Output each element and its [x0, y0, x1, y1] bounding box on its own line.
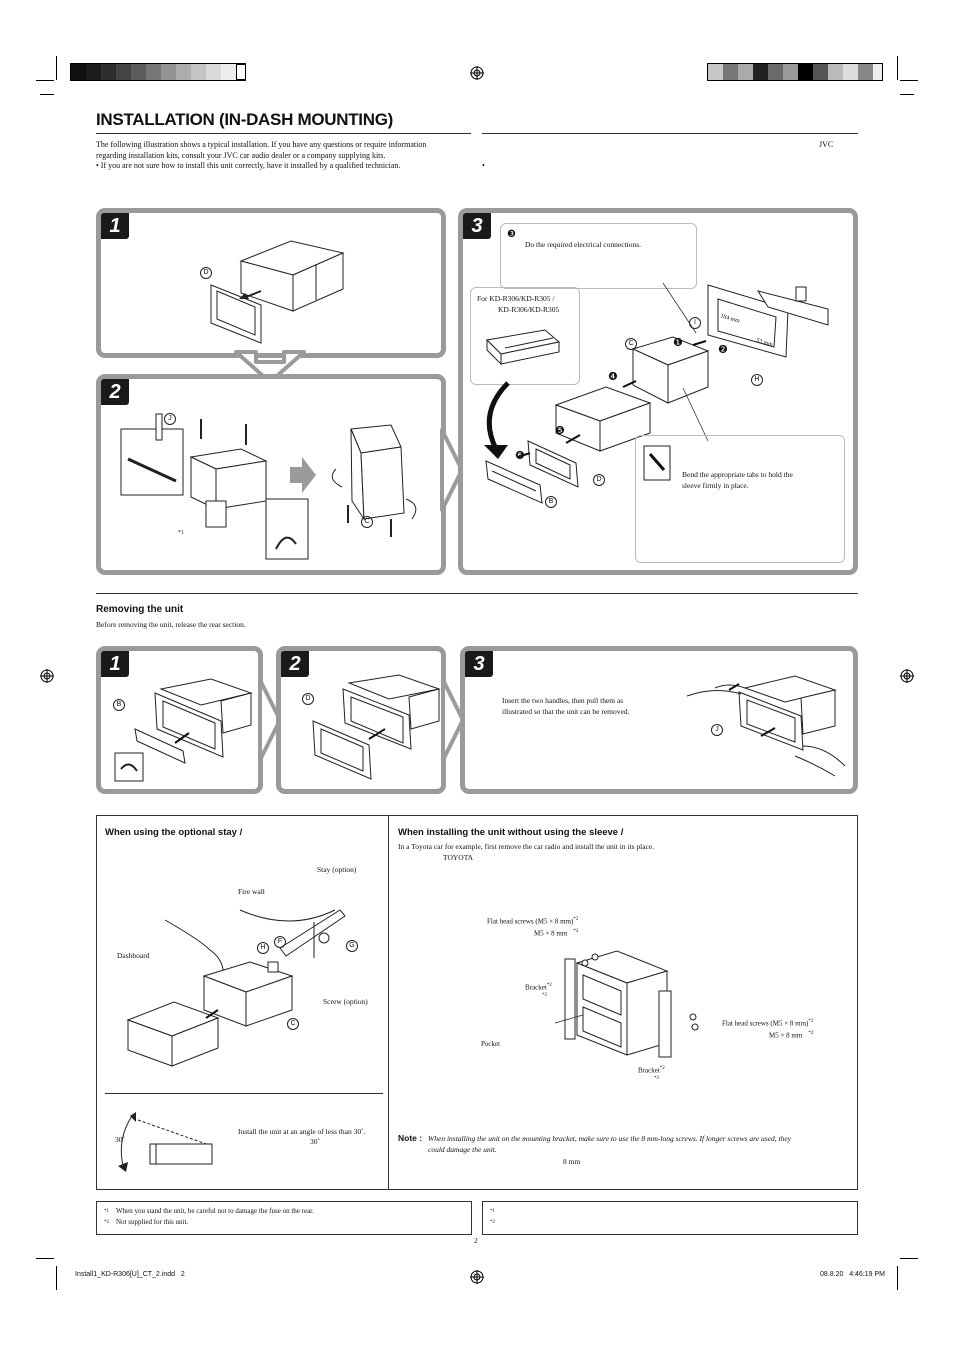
m5-right-label: M5 × 8 mm $^{*2}$ [769, 1031, 814, 1040]
m5-top-label: M5 × 8 mm $^{*2}$ [534, 929, 579, 938]
unit-sleeve-illustration [201, 233, 441, 343]
title-rule-left [96, 133, 471, 134]
label-b-circle: B [545, 496, 557, 508]
registration-target-bottom [470, 1270, 484, 1284]
bottom-section-divider [388, 815, 389, 1190]
step-number: 2 [101, 379, 129, 405]
marker-6: ❻ [515, 450, 525, 462]
label-f-circle: F [274, 936, 286, 948]
optional-stay-rule [105, 1093, 383, 1094]
section-rule [96, 593, 858, 594]
label-d-circle: D [302, 693, 314, 705]
bracket-left-label: Bracket$^{*2}$ [525, 983, 552, 992]
intro-line-2: regarding installation kits, consult your JVC car audio dealer or a company supplying kits. [96, 150, 386, 160]
flat-screws-top-label: Flat head screws (M5 × 8 mm)$^{*2}$ [487, 917, 579, 926]
label-j-circle: J [711, 724, 723, 736]
handles-pull-illustration [685, 666, 860, 781]
right-bullet: • [482, 161, 485, 170]
angle-sub: 30˚ [310, 1137, 320, 1146]
label-d-circle: D [200, 267, 212, 279]
label-g-circle: G [346, 940, 358, 952]
bracket-bottom-mark: *2 [659, 1066, 665, 1071]
callout-text: Do the required electrical connections. [525, 240, 641, 249]
fire-wall-label: Fire wall [238, 887, 265, 896]
remove-faceplate-illustration [299, 671, 449, 786]
flat-screws-right-label: Flat head screws (M5 × 8 mm)$^{*2}$ [722, 1019, 814, 1028]
angle-mark: 30˚ [115, 1135, 125, 1144]
step-number: 1 [101, 213, 129, 239]
tab-detail-illustration [642, 444, 674, 484]
flat-screws-top-mark: *2 [573, 917, 579, 922]
stay-option-label: Stay (option) [317, 865, 357, 874]
tabs-line-2: sleeve firmly in place. [682, 481, 749, 490]
tab-bending-illustration [116, 409, 426, 569]
model-line-2: KD-R306/KD-R305 [498, 305, 560, 314]
without-sleeve-heading: When installing the unit without using the sleeve / [398, 827, 624, 838]
bracket-bottom-label: Bracket$^{*2}$ [638, 1066, 665, 1075]
without-sleeve-line-1: In a Toyota car for example, first remove the car radio and install the unit in its place. [398, 842, 655, 851]
callout-number: ❸ [507, 229, 516, 240]
label-b-circle: B [113, 699, 125, 711]
footnote-1-mark: *1 [104, 1209, 109, 1214]
label-c-circle: C [287, 1018, 299, 1030]
footnote-box-right [482, 1201, 858, 1235]
registration-target-right [900, 669, 914, 683]
file-name: Install1_KD-R306[U]_CT_2.indd 2 [75, 1271, 185, 1278]
m5-top-mark: *2 [573, 929, 579, 934]
angle-text: Install the unit at an angle of less than 30˚. [238, 1127, 366, 1136]
tabs-line-1: Bend the appropriate tabs to hold the [682, 470, 793, 479]
dimension-184: 184 mm [719, 313, 741, 325]
footnote-1-text: When you stand the unit, be careful not to damage the fuse on the rear. [116, 1207, 314, 1215]
step-number: 3 [465, 651, 493, 677]
install-step-3-panel [458, 208, 858, 575]
registration-target-left [40, 669, 54, 683]
footnote-box-left [96, 1201, 472, 1235]
flat-screws-right-mark: *2 [808, 1019, 814, 1024]
bracket-left-sub: *2 [542, 993, 547, 998]
optional-stay-heading: When using the optional stay / [105, 827, 243, 838]
marker-1: ❶ [673, 337, 683, 349]
marker-2: ❷ [718, 344, 728, 356]
pocket-label: Pocket [481, 1040, 501, 1048]
dashboard-label: Dashboard [117, 951, 150, 960]
label-h-circle: H [257, 942, 269, 954]
toyota-label: TOYOTA [443, 853, 474, 862]
note-line-1: When installing the unit on the mounting bracket, make sure to use the 8 mm-long screws. If longer screws are used, they [428, 1134, 791, 1143]
intro-bullet: • If you are not sure how to install this unit correctly, have it installed by a qualified technician. [96, 161, 401, 170]
footnote-2-mark: *2 [104, 1220, 109, 1225]
remove-step-1-panel [96, 646, 263, 794]
removing-heading: Removing the unit [96, 604, 184, 615]
bracket-left-mark: *2 [546, 983, 552, 988]
label-d-circle: D [593, 474, 605, 486]
bracket-bottom-sub: *2 [654, 1076, 659, 1081]
remove-step-3-panel [460, 646, 858, 794]
title-rule-right [482, 133, 858, 134]
note-sub: 8 mm [563, 1157, 581, 1166]
bracket-mount-illustration [555, 935, 715, 1070]
remove-step-3-line-1: Insert the two handles, then pull them as [502, 696, 624, 705]
install-step-1-panel [96, 208, 446, 358]
remove-panel-illustration [111, 671, 261, 786]
intro-line-1: The following illustration shows a typical installation. If you have any questions or require information [96, 140, 427, 149]
remove-step-3-line-2: illustrated so that the unit can be removed. [502, 707, 630, 716]
footnote-right-1-mark: *1 [490, 1209, 495, 1214]
footnote-mark-1: *1 [178, 530, 184, 536]
timestamp: 08.8.20 4:46:19 PM [820, 1271, 885, 1278]
removing-subtext: Before removing the unit, release the rear section. [96, 620, 246, 629]
remove-step-2-panel [276, 646, 446, 794]
step-number: 2 [281, 651, 309, 677]
label-j-circle: J [164, 413, 176, 425]
m5-right-mark: *2 [808, 1031, 814, 1036]
optional-stay-illustration [110, 880, 380, 1080]
page-number: 2 [474, 1236, 478, 1245]
marker-5: ❺ [555, 425, 565, 437]
step-number: 3 [463, 213, 491, 239]
registration-target-top [470, 66, 484, 80]
label-c-circle: C [625, 338, 637, 350]
marker-4: ❹ [608, 371, 618, 383]
dimension-53: 53 mm [755, 337, 774, 349]
step-number: 1 [101, 651, 129, 677]
label-i-circle: I [689, 317, 701, 329]
page-title: INSTALLATION (IN-DASH MOUNTING) [96, 110, 393, 129]
model-line-1: For KD-R306/KD-R305 / [477, 294, 555, 303]
screw-option-label: Screw (option) [323, 997, 368, 1006]
note-line-2: could damage the unit. [428, 1145, 497, 1154]
footnote-2-text: Not supplied for this unit. [116, 1218, 189, 1226]
intro-text [96, 140, 476, 172]
note-label: Note : [398, 1133, 423, 1143]
label-h-circle: H [751, 374, 763, 386]
tabs-callout-box [635, 435, 845, 563]
right-brand: JVC [819, 140, 834, 149]
footnote-right-2-mark: *2 [490, 1220, 495, 1225]
label-c-circle: C [361, 516, 373, 528]
angle-illustration [112, 1110, 222, 1172]
install-step-2-panel [96, 374, 446, 575]
